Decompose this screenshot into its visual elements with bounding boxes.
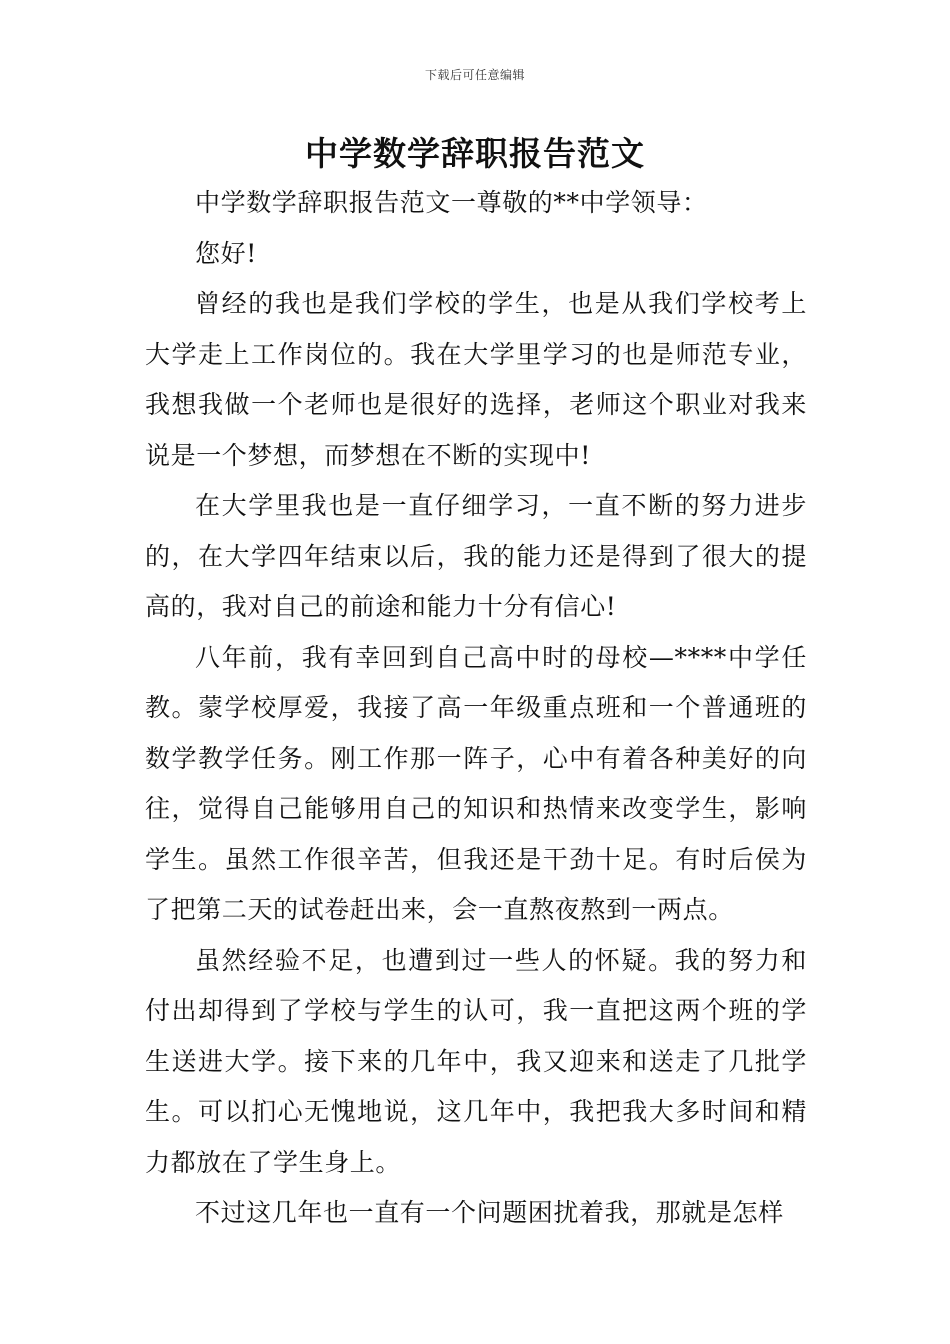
document-title: 中学数学辞职报告范文: [305, 134, 645, 173]
greeting-line: 您好!: [195, 238, 257, 268]
header-note: 下载后可任意编辑: [424, 68, 525, 82]
body-paragraph: 在大学里我也是一直仔细学习，一直不断的努力进步的，在大学四年结束以后，我的能力还是得到了很大的提高的，我对自己的前途和能力十分有信心!: [145, 491, 807, 621]
body-paragraph: 曾经的我也是我们学校的学生，也是从我们学校考上大学走上工作岗位的。我在大学里学习的也是师范专业，我想我做一个老师也是很好的选择，老师这个职业对我来说是一个梦想，而梦想在不断的实现中!: [145, 289, 807, 470]
body-paragraph: 不过这几年也一直有一个问题困扰着我，那就是怎样: [195, 1198, 784, 1227]
body-paragraph: 虽然经验不足，也遭到过一些人的怀疑。我的努力和付出却得到了学校与学生的认可，我一直把这两个班的学生送进大学。接下来的几年中，我又迎来和送走了几批学生。可以扪心无愧地说，这几年中，我把我大多时间和精力都放在了学生身上。: [145, 945, 807, 1177]
salutation-line: 中学数学辞职报告范文一尊敬的**中学领导：: [195, 188, 708, 217]
body-paragraph: 八年前，我有幸回到自己高中时的母校—****中学任教。蒙学校厚爱，我接了高一年级重点班和一个普通班的数学教学任务。刚工作那一阵子，心中有着各种美好的向往，觉得自己能够用自己的知识和热情来改变学生，影响学生。虽然工作很辛苦，但我还是干劲十足。有时后侯为了把第二天的试卷赶出来，会一直熬夜熬到一两点。: [145, 642, 807, 924]
document-body: [145, 178, 807, 1239]
